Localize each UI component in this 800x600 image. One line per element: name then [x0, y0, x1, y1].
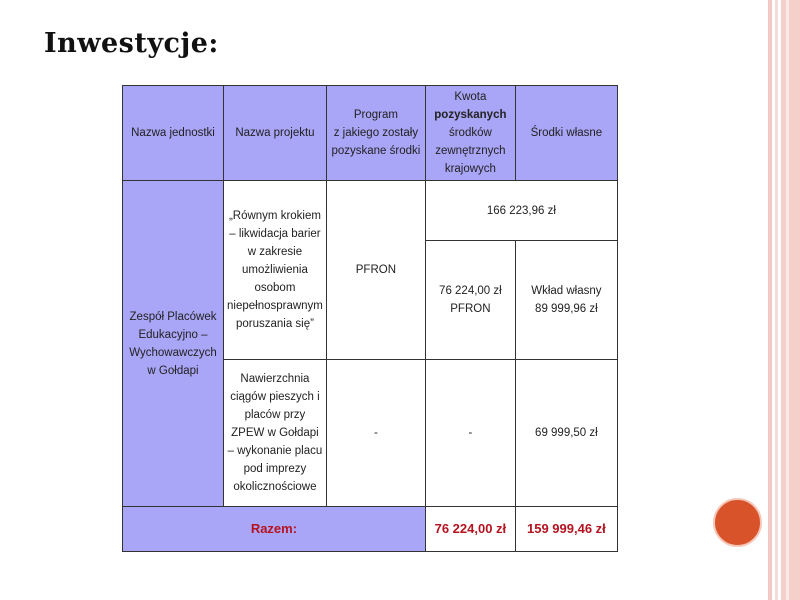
header-own-funds: Środki własne: [515, 86, 617, 181]
header-project-name: Nazwa projektu: [224, 86, 327, 181]
own-2-cell: 69 999,50 zł: [515, 360, 617, 507]
program-2-cell: -: [326, 360, 425, 507]
header-unit-name: Nazwa jednostki: [123, 86, 224, 181]
project-1-cell: „Równym krokiem – likwidacja barier w zakresie umożliwienia osobom niepełnosprawnym poruszania się”: [224, 181, 327, 360]
table-row: [123, 181, 618, 241]
investments-table: [122, 85, 618, 552]
header-external-funds-bold: pozyskanych: [434, 109, 507, 121]
summary-external: 76 224,00 zł: [425, 507, 515, 552]
decor-stripe: [786, 0, 789, 600]
summary-label: Razem:: [123, 507, 426, 552]
program-1-cell: PFRON: [326, 181, 425, 360]
decor-circle: [713, 498, 762, 547]
unit-name-cell: Zespół Placówek Edukacyjno – Wychowawczych w Gołdapi: [123, 181, 224, 507]
header-external-funds-post: środków zewnętrznych krajowych: [435, 127, 506, 175]
decor-stripe: [775, 0, 778, 600]
total-1-cell: 166 223,96 zł: [425, 181, 617, 241]
project-2-cell: Nawierzchnia ciągów pieszych i placów przy ZPEW w Gołdapi – wykonanie placu pod imprezy okolicznościowe: [224, 360, 327, 507]
own-1-cell: Wkład własny 89 999,96 zł: [515, 241, 617, 360]
header-external-funds-pre: Kwota: [454, 91, 487, 103]
header-external-funds: [425, 86, 515, 181]
summary-own: 159 999,46 zł: [515, 507, 617, 552]
table-header-row: [123, 86, 618, 181]
decor-stripe: [781, 0, 800, 600]
header-program: Program z jakiego zostały pozyskane środki: [326, 86, 425, 181]
external-2-cell: -: [425, 360, 515, 507]
external-1-cell: 76 224,00 zł PFRON: [425, 241, 515, 360]
decor-stripe: [768, 0, 772, 600]
slide-title: Inwestycje:: [44, 28, 219, 59]
summary-row: [123, 507, 618, 552]
